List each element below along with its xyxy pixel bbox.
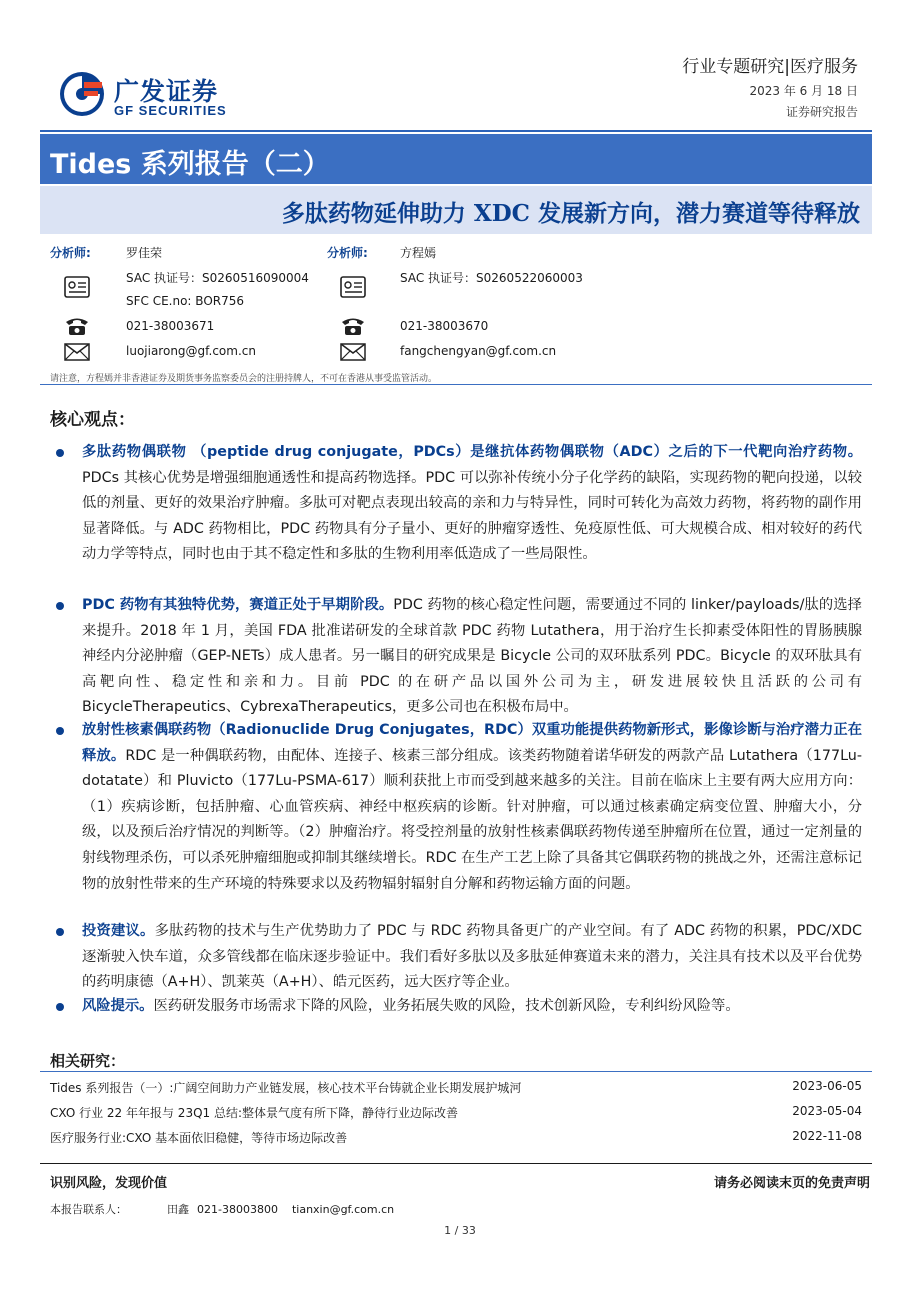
bullet-icon xyxy=(56,727,64,735)
analyst-sfc: SFC CE.no: BOR756 xyxy=(126,294,245,308)
analyst-name: 方程嫣 xyxy=(400,246,437,260)
bullet-icon xyxy=(56,1003,64,1011)
related-item-date: 2023-06-05 xyxy=(792,1079,862,1093)
analyst-phone: 021-38003671 xyxy=(126,319,215,333)
footer-divider xyxy=(40,1163,872,1164)
analyst-email[interactable]: luojiarong@gf.com.cn xyxy=(126,344,256,358)
report-type: 证券研究报告 xyxy=(785,105,858,119)
core-point xyxy=(82,718,862,897)
core-point-lead: 投资建议。 xyxy=(82,923,155,939)
id-card-icon xyxy=(64,276,90,298)
report-contact xyxy=(50,1201,408,1217)
page-number: 1 / 33 xyxy=(444,1224,476,1237)
phone-icon xyxy=(64,315,90,337)
related-research-heading: 相关研究： xyxy=(50,1052,126,1070)
brand-name-en: GF SECURITIES xyxy=(114,103,227,118)
core-point xyxy=(82,994,862,1020)
core-point-body: RDC 是一种偶联药物，由配体、连接子、核素三部分组成。该类药物随着诺华研发的两款产品 Lutathera（177Lu-dotatate）和 Pluvicto（177Lu-PSMA-617）顺利获批上市而受到越来越多的关注。目前在临床上主要有两大应用方向：（1）疾病诊断，包括肿瘤、心血管疾病、神经中枢疾病的诊断。针对肿瘤，可以通过核素确定病变位置、肿瘤大小，分级，以及预后治疗情况的判断等。（2）肿瘤治疗。将受控剂量的放射性核素偶联药物传递至肿瘤所在位置，通过一定剂量的射线物理杀伤，可以杀死肿瘤细胞或抑制其继续增长。RDC 在生产工艺上除了具备其它偶联药物的挑战之外，还需注意标记物的放射性带来的生产环境的特殊要求以及药物辐射辐射自分解和药物运输方面的问题。 xyxy=(82,747,863,892)
related-item-date: 2023-05-04 xyxy=(792,1104,862,1118)
related-item-title[interactable]: 医疗服务行业:CXO 基本面依旧稳健，等待市场边际改善 xyxy=(50,1131,348,1145)
id-card-icon xyxy=(340,276,366,298)
core-point xyxy=(82,919,862,996)
bullet-icon xyxy=(56,449,64,457)
analyst-sac: SAC 执证号：S0260516090004 xyxy=(126,271,309,285)
phone-icon xyxy=(340,315,366,337)
title-band xyxy=(40,134,872,184)
header-divider xyxy=(40,130,872,132)
contact-email[interactable]: tianxin@gf.com.cn xyxy=(291,1203,395,1216)
report-category: 行业专题研究|医疗服务 xyxy=(682,57,858,77)
core-point-lead: 风险提示。 xyxy=(82,998,154,1014)
analyst-sac: SAC 执证号：S0260522060003 xyxy=(400,271,583,285)
contact-label: 本报告联系人： xyxy=(50,1203,127,1216)
core-point-body: 多肽药物的技术与生产优势助力了 PDC 与 RDC 药物具备更广的产业空间。有了 ADC 药物的积累，PDC/XDC 逐渐驶入快车道，众多管线都在临床逐步验证中。我们看好多肽以及多肽延伸赛道未来的潜力，关注具有技术以及平台优势的药明康德（A+H）、凯莱英（A+H）、皓元医药，远大医疗等企业。 xyxy=(82,923,863,991)
contact-phone: 021-38003800 xyxy=(197,1203,278,1216)
analyst-label: 分析师: xyxy=(327,246,368,260)
brand-logo xyxy=(58,70,258,120)
footer-slogan: 识别风险，发现价值 xyxy=(50,1176,168,1191)
core-point xyxy=(82,593,862,721)
core-point-body: 医药研发服务市场需求下降的风险，业务拓展失败的风险，技术创新风险，专利纠纷风险等。 xyxy=(153,998,740,1014)
gf-logo-icon xyxy=(58,70,106,118)
report-title: Tides 系列报告（二） xyxy=(50,149,330,180)
bullet-icon xyxy=(56,602,64,610)
report-date: 2023 年 6 月 18 日 xyxy=(749,84,858,98)
disclaimer-divider xyxy=(40,384,872,385)
core-views-heading: 核心观点： xyxy=(50,410,135,430)
email-icon xyxy=(340,341,366,363)
core-point xyxy=(82,440,862,568)
related-item-date: 2022-11-08 xyxy=(792,1129,862,1143)
core-point-body: PDCs 其核心优势是增强细胞通透性和提高药物选择。PDC 可以弥补传统小分子化学药的缺陷，实现药物的靶向投递，以较低的剂量、更好的效果治疗肿瘤。多肽可对靶点表现出较高的亲和力与特异性，同时可转化为高效力药物，将药物的副作用显著降低。与 ADC 药物相比，PDC 药物具有分子量小、更好的肿瘤穿透性、免疫原性低、可大规模合成、相对较好的药代动力学等特点，同时也由于其不稳定性和多肽的生物利用率低造成了一些局限性。 xyxy=(82,469,862,563)
report-subtitle: 多肽药物延伸助力 XDC 发展新方向，潜力赛道等待释放 xyxy=(281,200,860,227)
core-point-lead: 多肽药物偶联物 （peptide drug conjugate，PDCs）是继抗体药物偶联物（ADC）之后的下一代靶向治疗药物。 xyxy=(82,444,862,460)
analyst-label: 分析师: xyxy=(50,246,91,260)
subtitle-band xyxy=(40,186,872,234)
related-divider xyxy=(40,1071,872,1072)
analyst-disclaimer: 请注意，方程嫣并非香港证券及期货事务监察委员会的注册持牌人，不可在香港从事受监管活动。 xyxy=(50,374,438,384)
brand-name-cn: 广发证券 xyxy=(114,77,219,106)
analyst-phone: 021-38003670 xyxy=(400,319,489,333)
analyst-email[interactable]: fangchengyan@gf.com.cn xyxy=(400,344,557,358)
core-point-lead: 放射性核素偶联药物（Radionuclide Drug Conjugates，RDC）双重功能提供药物新形式，影像诊断与治疗潜力正在释放。 xyxy=(82,722,862,764)
core-point-lead: PDC 药物有其独特优势，赛道正处于早期阶段。 xyxy=(82,597,394,613)
footer-notice: 请务必阅读末页的免责声明 xyxy=(713,1176,870,1191)
analyst-name: 罗佳荣 xyxy=(126,246,163,260)
email-icon xyxy=(64,341,90,363)
contact-name: 田鑫 xyxy=(167,1203,189,1216)
core-point-body: PDC 药物的核心稳定性问题，需要通过不同的 linker/payloads/肽的选择来提升。2018 年 1 月，美国 FDA 批准诺研发的全球首款 PDC 药物 Lutathera，用于治疗生长抑素受体阳性的胃肠胰腺神经内分泌肿瘤（GEP-NETs）成人患者。另一瞩目的研究成果是 Bicycle 公司的双环肽系列 PDC。Bicycle 的双环肽具有高靶向性、稳定性和亲和力。目前 PDC 的在研产品以国外公司为主，研发进展较快且活跃的公司有 BicycleTherapeutics、CybrexaTherapeutics，更多公司也在积极布局中。 xyxy=(82,597,862,716)
related-item-title[interactable]: CXO 行业 22 年年报与 23Q1 总结:整体景气度有所下降，静待行业边际改善 xyxy=(50,1106,459,1120)
bullet-icon xyxy=(56,928,64,936)
related-item-title[interactable]: Tides 系列报告（一）:广阔空间助力产业链发展，核心技术平台铸就企业长期发展护城河 xyxy=(50,1081,522,1095)
